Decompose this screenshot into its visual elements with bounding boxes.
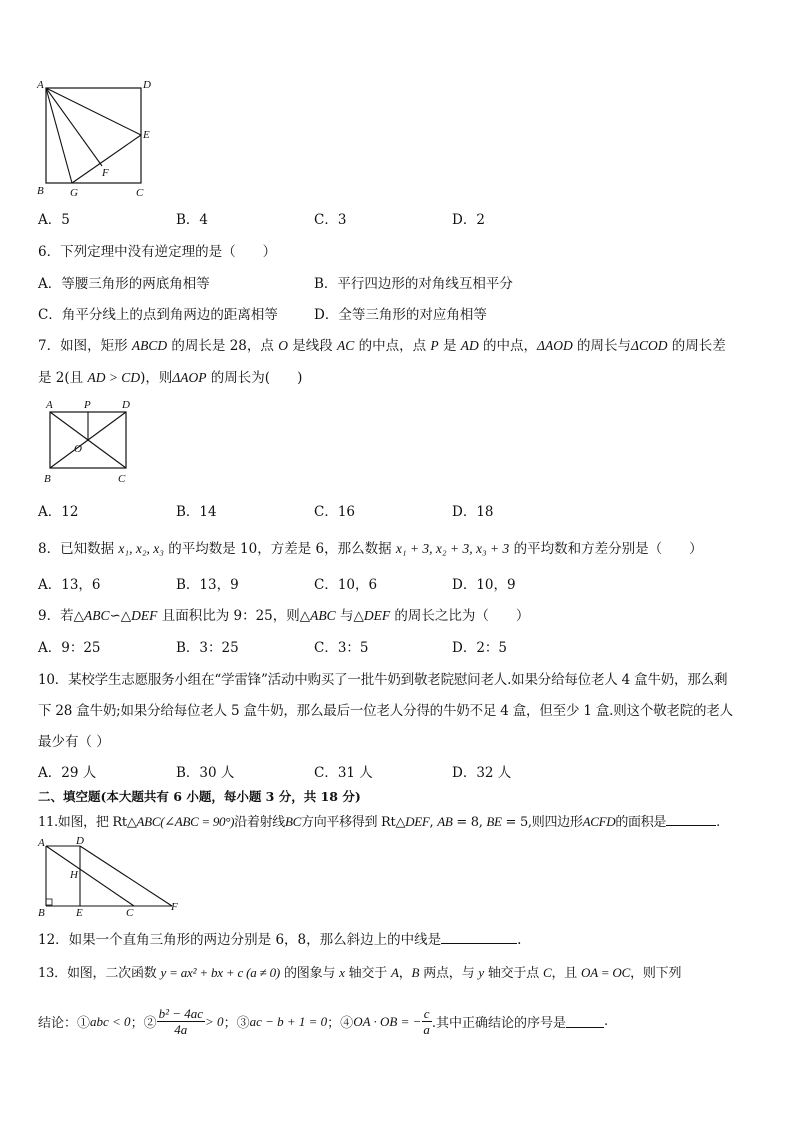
q6-option-b[interactable]: B．平行四边形的对角线互相平分: [314, 276, 513, 292]
label-E: E: [76, 907, 83, 919]
q7-option-c[interactable]: C．16: [314, 504, 356, 520]
label-C: C: [118, 473, 126, 485]
q6-option-a[interactable]: A．等腰三角形的两底角相等: [38, 276, 210, 292]
translated-triangle-svg: [34, 834, 184, 920]
q7-option-b[interactable]: B．14: [176, 504, 217, 520]
label-G: G: [70, 187, 78, 199]
q9-option-a[interactable]: A．9：25: [38, 640, 101, 656]
q8-option-d[interactable]: D．10，9: [452, 577, 516, 593]
label-D: D: [122, 399, 130, 411]
q12-answer-blank[interactable]: [441, 931, 517, 944]
fraction-c-over-a: $\frac{c}{a}$: [423, 1006, 430, 1037]
q10-option-c[interactable]: C．31 人: [314, 765, 373, 781]
q7-stem-line2: 是 2(且 AD > CD)，则ΔAOP 的周长为( ): [38, 370, 303, 386]
label-C: C: [136, 187, 144, 199]
q9-option-b[interactable]: B．3：25: [176, 640, 239, 656]
label-B: B: [38, 907, 45, 919]
q13-answer-blank[interactable]: [566, 1015, 604, 1028]
q11-answer-blank[interactable]: [666, 813, 716, 826]
q9-option-d[interactable]: D．2：5: [452, 640, 508, 656]
q7-option-a[interactable]: A．12: [38, 504, 79, 520]
fraction-discriminant: $\frac{\text{b² − 4ac}}{4a}$: [158, 1006, 204, 1037]
label-D: D: [76, 835, 84, 847]
label-A: A: [46, 399, 53, 411]
q7-option-d[interactable]: D．18: [452, 504, 494, 520]
label-O: O: [74, 443, 82, 455]
q13-stem-line1: 13．如图，二次函数 y = ax² + bx + c (a ≠ 0) 的图象与 x 轴交于 A，B 两点，与 y 轴交于点 C，且 OA = OC，则下列: [38, 965, 682, 981]
q10-option-b[interactable]: B．30 人: [176, 765, 235, 781]
q8-stem: 8．已知数据 x₁, x₂, x₃ 的平均数是 10，方差是 6，那么数据 x₁ + 3, x₂ + 3, x₃ + 3 的平均数和方差分别是（ ）: [38, 541, 703, 557]
q13-stem-line2: 结论：① abc < 0 ；② $\frac{\text{b² − 4ac}}{4a}$ > 0 ；③ ac − b + 1 = 0 ；④ OA · OB = − $\frac{c}{a}$ .其中正确结论的序号是 .: [38, 1006, 609, 1037]
q8-option-a[interactable]: A．13，6: [38, 577, 101, 593]
rectangle-figure-svg: [38, 396, 138, 488]
q5-option-d[interactable]: D．2: [452, 212, 485, 228]
q8-option-c[interactable]: C．10，6: [314, 577, 378, 593]
q5-option-c[interactable]: C．3: [314, 212, 347, 228]
label-B: B: [44, 473, 51, 485]
label-F: F: [171, 901, 178, 913]
section-heading: 二、填空题(本大题共有 6 小题，每小题 3 分，共 18 分): [38, 789, 361, 804]
q5-option-a[interactable]: A．5: [38, 212, 70, 228]
q6-option-c[interactable]: C．角平分线上的点到角两边的距离相等: [38, 307, 278, 323]
q12-stem: 12．如果一个直角三角形的两边分别是 6，8，那么斜边上的中线是 .: [38, 932, 522, 948]
q10-option-d[interactable]: D．32 人: [452, 765, 512, 781]
q10-stem-line3: 最少有（ ）: [38, 734, 110, 750]
label-P: P: [84, 399, 91, 411]
q7-stem-line1: 7．如图，矩形 ABCD 的周长是 28，点 O 是线段 AC 的中点，点 P 是 AD 的中点，ΔAOD 的周长与ΔCOD 的周长差: [38, 338, 726, 354]
q11-figure: [34, 834, 184, 924]
q8-option-b[interactable]: B．13，9: [176, 577, 239, 593]
q6-option-d[interactable]: D．全等三角形的对应角相等: [314, 307, 487, 323]
q7-figure: [38, 396, 138, 492]
label-C: C: [126, 907, 134, 919]
q5-option-b[interactable]: B．4: [176, 212, 209, 228]
q11-stem: 11.如图，把 Rt△ABC(∠ABC = 90°)沿着射线BC方向平移得到 Rt△DEF, AB = 8, BE = 5,则四边形ACFD的面积是 .: [38, 814, 720, 830]
label-A: A: [37, 79, 44, 91]
label-A: A: [38, 837, 45, 849]
q10-stem-line1: 10．某校学生志愿服务小组在“学雷锋”活动中购买了一批牛奶到敬老院慰问老人.如果分给每位老人 4 盒牛奶，那么剩: [38, 672, 728, 688]
label-F: F: [102, 167, 109, 179]
label-E: E: [143, 129, 150, 141]
q10-stem-line2: 下 28 盒牛奶;如果分给每位老人 5 盒牛奶，那么最后一位老人分得的牛奶不足 4 盒，但至少 1 盒.则这个敬老院的老人: [38, 703, 733, 719]
q9-stem: 9．若△ABC∽△DEF 且面积比为 9：25，则△ABC 与△DEF 的周长之比为（ ）: [38, 608, 530, 624]
label-B: B: [37, 185, 44, 197]
q10-option-a[interactable]: A．29 人: [38, 765, 97, 781]
label-D: D: [143, 79, 151, 91]
q9-option-c[interactable]: C．3：5: [314, 640, 369, 656]
q5-figure: [34, 78, 164, 207]
square-figure-svg: [34, 78, 164, 203]
label-H: H: [70, 869, 78, 881]
q6-stem: 6．下列定理中没有逆定理的是（ ）: [38, 244, 277, 260]
